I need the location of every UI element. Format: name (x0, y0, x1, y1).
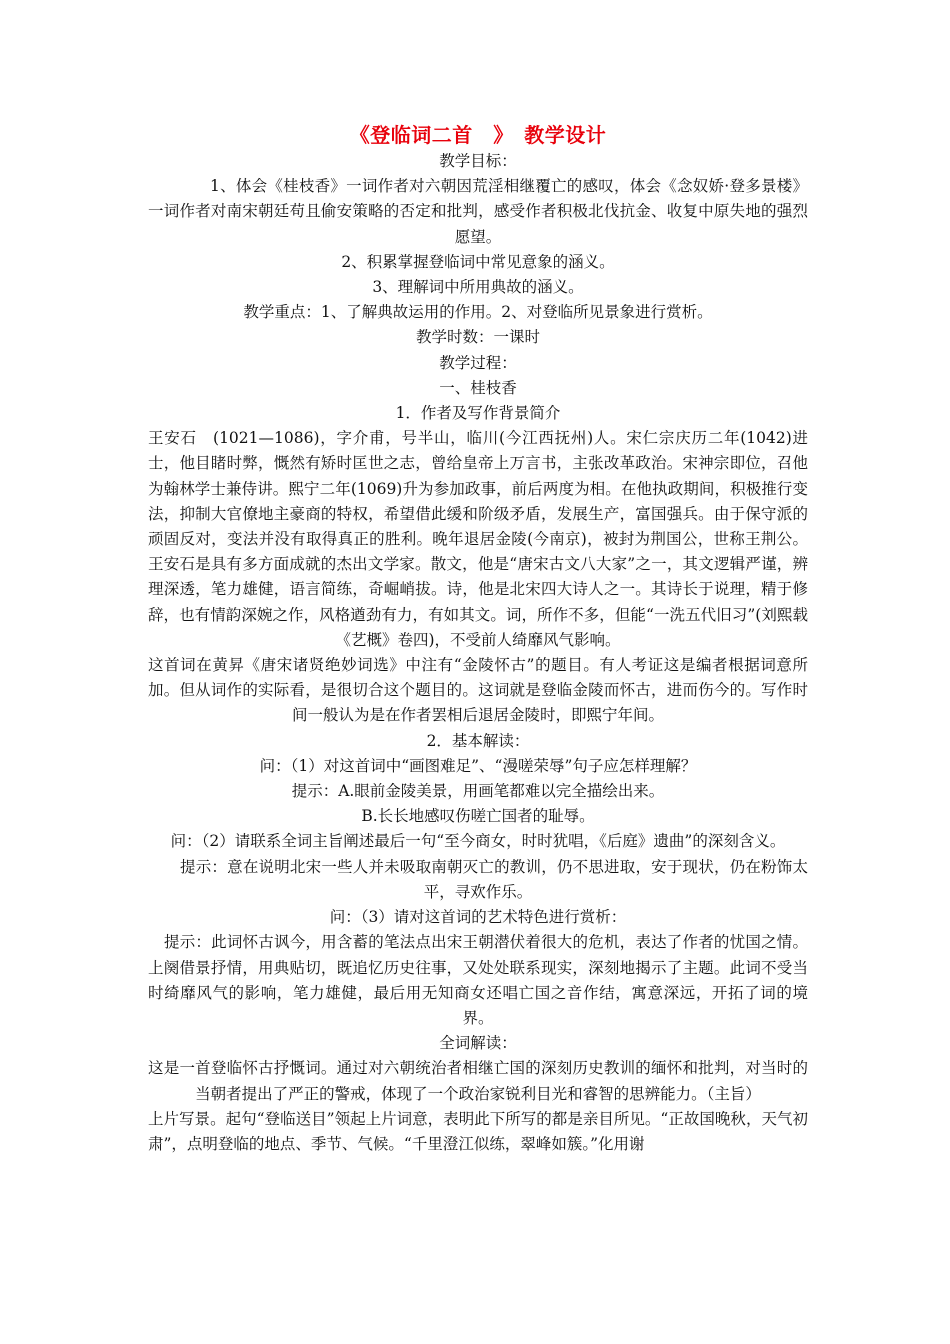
paragraph: 一、桂枝香 (439, 378, 517, 397)
paragraph: 上片写景。起句“登临送目”领起上片词意，表明此下所写的都是亲目所见。“正故国晚秋，天气初肃”，点明登临的地点、季节、气候。“千里澄江似练，翠峰如簇。”化用谢 (148, 1109, 808, 1153)
paragraph: 问：（1）对这首词中“画图难足”、“漫嗟荣辱”句子应怎样理解？ (259, 756, 697, 775)
paragraph: 教学目标： (439, 152, 517, 170)
paragraph: 这首词在黄昇《唐宋诸贤绝妙词选》中注有“金陵怀古”的题目。有人考证这是编者根据词意所加。但从词作的实际看，是很切合这个题目的。这词就是登临金陵而怀古，进而伤今的。写作时间一般认为是在作者罢相后退居金陵时，即熙宁年间。 (148, 656, 808, 725)
paragraph: B.长长地感叹伤嗟亡国者的耻辱。 (361, 807, 595, 826)
paragraph: 教学过程： (439, 353, 517, 372)
paragraph: 全词解读： (439, 1034, 517, 1053)
paragraph: 2．基本解读： (426, 731, 530, 750)
paragraph: 1．作者及写作背景简介 (395, 404, 561, 423)
paragraph: 提示：意在说明北宋一些人并未吸取南朝灭亡的教训，仍不思进取，安于现状，仍在粉饰太平，寻欢作乐。 (180, 857, 808, 901)
paragraph: 教学重点：1、了解典故运用的作用。2、对登临所见景象进行赏析。 (243, 303, 713, 322)
paragraph: 提示：A.眼前金陵美景，用画笔都难以完全描绘出来。 (291, 782, 665, 801)
paragraph: 问：（3）请对这首词的艺术特色进行赏析： (329, 908, 627, 927)
paragraph: 3、理解词中所用典故的涵义。 (372, 278, 584, 297)
paragraph: 提示：此词怀古讽今，用含蓄的笔法点出宋王朝潜伏着很大的危机，表达了作者的忧国之情。上阕借景抒情，用典贴切，既追忆历史往事，又处处联系现实，深刻地揭示了主题。此词不受当时绮靡风气的影响，笔力雄健，最后用无知商女还唱亡国之音作结，寓意深远，开拓了词的境界。 (148, 933, 808, 1027)
paragraph: 2、积累掌握登临词中常见意象的涵义。 (341, 252, 615, 271)
document-page (148, 122, 808, 1157)
document-title: 《登临词二首 》 教学设计 (349, 123, 607, 147)
paragraph: 1、体会《桂枝香》一词作者对六朝因荒淫相继覆亡的感叹，体会《念奴娇·登多景楼》一词作者对南宋朝廷苟且偷安策略的否定和批判，感受作者积极北伐抗金、收复中原失地的强烈愿望。 (148, 177, 808, 246)
paragraph: 教学时数：一课时 (415, 328, 540, 347)
paragraph: 王安石 (1021—1086)，字介甫，号半山，临川(今江西抚州)人。宋仁宗庆历二年(1042)进士，他目睹时弊，慨然有矫时匡世之志，曾给皇帝上万言书，主张改革政治。宋神宗即位，召他为翰林学士兼侍讲。熙宁二年(1069)升为参加政事，前后两度为相。在他执政期间，积极推行变法，抑制大官僚地主豪商的特权，希望借此缓和阶级矛盾，发展生产，富国强兵。由于保守派的顽固反对，变法并没有取得真正的胜利。晚年退居金陵(今南京)，被封为荆国公，世称王荆公。王安石是具有多方面成就的杰出文学家。散文，他是“唐宋古文八大家”之一，其文逻辑严谨，辨理深透，笔力雄健，语言简练，奇崛峭拔。诗，他是北宋四大诗人之一。其诗长于说理，精于修辞，也有情韵深婉之作，风格遒劲有力，有如其文。词，所作不多，但能“一洗五代旧习”(刘熙载《艺概》卷四)，不受前人绮靡风气影响。 (148, 429, 808, 649)
paragraph: 这是一首登临怀古抒慨词。通过对六朝统治者相继亡国的深刻历史教训的缅怀和批判，对当时的当朝者提出了严正的警戒，体现了一个政治家锐利目光和睿智的思辨能力。（主旨） (148, 1059, 808, 1103)
paragraph: 问：（2）请联系全词主旨阐述最后一句“至今商女，时时犹唱，《后庭》遗曲”的深刻含义。 (170, 832, 786, 851)
document-body (148, 149, 808, 1157)
